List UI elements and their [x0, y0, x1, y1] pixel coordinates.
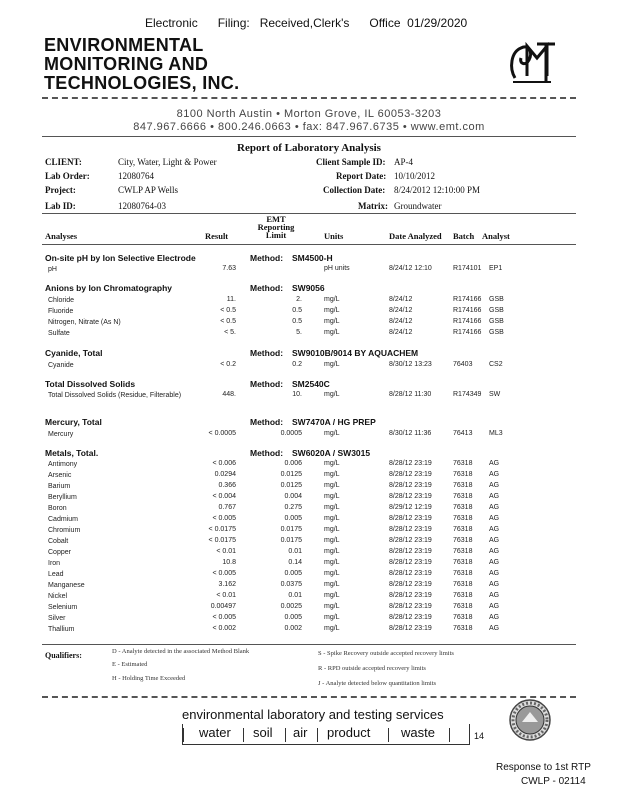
cell-reporting-limit: 10. — [292, 391, 302, 398]
section-title: Cyanide, Total — [45, 348, 103, 358]
cell-units: mg/L — [324, 361, 340, 368]
cell-analyst: GSB — [489, 296, 504, 303]
cell-batch: 76318 — [453, 460, 473, 467]
cell-analyst: AG — [489, 515, 500, 522]
cell-result: < 0.01 — [216, 548, 236, 555]
cell-analyst: AG — [489, 559, 500, 566]
lab-id-label: Lab ID: — [45, 201, 76, 211]
response-line-1: Response to 1st RTP — [496, 762, 591, 773]
col-header-analyst: Analyst — [482, 231, 510, 241]
cell-analyst: GSB — [489, 307, 504, 314]
section-title: Metals, Total. — [45, 448, 99, 458]
cell-units: mg/L — [324, 614, 340, 621]
cell-analyst: EP1 — [489, 265, 503, 272]
cell-analysis-name: Barium — [48, 483, 71, 490]
cell-analysis-name: Cadmium — [48, 516, 78, 523]
cell-analyst: SW — [489, 391, 501, 398]
cell-reporting-limit: 5. — [296, 329, 302, 336]
cell-analyst: AG — [489, 526, 500, 533]
cell-analysis-name: Mercury — [48, 431, 74, 438]
cell-result: 11. — [226, 296, 236, 303]
cell-date-analyzed: 8/28/12 23:19 — [389, 625, 432, 632]
cell-analysis-name: Total Dissolved Solids (Residue, Filterable) — [48, 392, 182, 399]
method-value: SW6020A / SW3015 — [292, 448, 371, 458]
sample-id-value: AP-4 — [394, 157, 414, 167]
cell-batch: 76318 — [453, 625, 473, 632]
footer-rule — [42, 696, 576, 698]
footer-item-product: product — [327, 725, 371, 740]
cell-result: < 0.004 — [212, 493, 236, 500]
cell-batch: R174166 — [453, 296, 482, 303]
cell-units: mg/L — [324, 471, 340, 478]
cell-batch: 76318 — [453, 504, 473, 511]
footer-separator — [285, 728, 286, 742]
cell-result: < 0.005 — [212, 614, 236, 621]
cell-analyst: AG — [489, 603, 500, 610]
cell-units: mg/L — [324, 581, 340, 588]
cell-result: < 0.01 — [216, 592, 236, 599]
footer-item-waste: waste — [401, 725, 435, 740]
response-line-2: CWLP - 02114 — [521, 776, 586, 787]
cell-result: < 0.0175 — [208, 537, 236, 544]
cell-batch: 76318 — [453, 603, 473, 610]
method-value: SW7470A / HG PREP — [292, 417, 376, 427]
section-title: On-site pH by Ion Selective Electrode — [45, 253, 196, 263]
col-header-reporting-limit — [250, 215, 302, 239]
cell-result: < 0.005 — [212, 515, 236, 522]
lab-id-value: 12080764-03 — [118, 201, 166, 211]
method-label: Method: — [250, 417, 284, 427]
table-rule — [42, 244, 576, 245]
report-date-label: Report Date: — [336, 171, 387, 181]
cell-batch: 76318 — [453, 592, 473, 599]
page-number: 14 — [474, 731, 485, 741]
footer-services — [182, 724, 470, 745]
col-header-line: Limit — [265, 230, 287, 240]
cell-units: mg/L — [324, 504, 340, 511]
cell-batch: R174166 — [453, 318, 482, 325]
cell-units: mg/L — [324, 430, 340, 437]
method-label: Method: — [250, 348, 284, 358]
footer-separator — [243, 728, 244, 742]
cell-batch: R174166 — [453, 307, 482, 314]
footer-separator — [449, 728, 450, 742]
cell-reporting-limit: 0.0175 — [280, 537, 302, 544]
method-label: Method: — [250, 379, 284, 389]
cell-result: 0.366 — [218, 482, 236, 489]
cell-batch: 76318 — [453, 515, 473, 522]
cell-units: mg/L — [324, 559, 340, 566]
company-name — [44, 36, 239, 93]
cell-units: mg/L — [324, 391, 340, 398]
cell-analyst: GSB — [489, 318, 504, 325]
cell-batch: 76318 — [453, 559, 473, 566]
cell-analysis-name: Chromium — [48, 527, 81, 534]
report-title: Report of Laboratory Analysis — [237, 142, 381, 154]
header-rule — [42, 136, 576, 137]
cell-result: 10.8 — [222, 559, 236, 566]
col-header-line: EMT — [266, 214, 286, 224]
cell-date-analyzed: 8/28/12 11:30 — [389, 391, 432, 398]
emt-logo-icon — [507, 38, 557, 88]
method-value: SW9056 — [292, 283, 325, 293]
qualifier-h: H - Holding Time Exceeded — [112, 675, 186, 682]
cell-date-analyzed: 8/30/12 11:36 — [389, 430, 432, 437]
cell-reporting-limit: 0.006 — [284, 460, 302, 467]
method-value: SM2540C — [292, 379, 330, 389]
cell-batch: R174166 — [453, 329, 482, 336]
cell-units: mg/L — [324, 515, 340, 522]
cell-result: < 0.0005 — [208, 430, 236, 437]
method-label: Method: — [250, 448, 284, 458]
header-rule — [42, 97, 576, 99]
col-header-batch: Batch — [453, 231, 475, 241]
section-title: Anions by Ion Chromatography — [45, 283, 173, 293]
cell-date-analyzed: 8/28/12 23:19 — [389, 570, 432, 577]
cell-units: mg/L — [324, 603, 340, 610]
cell-analyst: AG — [489, 471, 500, 478]
cell-analyst: AG — [489, 614, 500, 621]
cell-analyst: GSB — [489, 329, 504, 336]
cell-batch: 76318 — [453, 548, 473, 555]
cell-analysis-name: Silver — [48, 615, 66, 622]
cell-analysis-name: Nickel — [48, 593, 68, 600]
cell-analysis-name: Selenium — [48, 604, 78, 611]
cell-date-analyzed: 8/28/12 23:19 — [389, 526, 432, 533]
cell-reporting-limit: 0.2 — [292, 361, 302, 368]
col-header-analyses: Analyses — [45, 231, 78, 241]
cell-analysis-name: Fluoride — [48, 308, 74, 315]
qualifier-e: E - Estimated — [112, 661, 148, 668]
contact-line: 847.967.6666 • 800.246.0663 • fax: 847.967.6735 • www.emt.com — [133, 121, 485, 133]
cell-date-analyzed: 8/28/12 23:19 — [389, 592, 432, 599]
cell-reporting-limit: 0.002 — [284, 625, 302, 632]
col-header-result: Result — [205, 231, 229, 241]
sample-id-label: Client Sample ID: — [316, 157, 386, 167]
cell-analysis-name: Iron — [48, 560, 61, 567]
header-rule — [42, 213, 576, 214]
cell-result: < 0.0175 — [208, 526, 236, 533]
cell-batch: 76318 — [453, 482, 473, 489]
cell-units: mg/L — [324, 329, 340, 336]
footer-separator — [183, 728, 184, 742]
cell-reporting-limit: 2. — [296, 296, 302, 303]
lab-order-label: Lab Order: — [45, 171, 90, 181]
cell-analysis-name: Nitrogen, Nitrate (As N) — [48, 319, 121, 326]
cell-units: mg/L — [324, 548, 340, 555]
cell-units: mg/L — [324, 460, 340, 467]
cell-analysis-name: Thallium — [48, 626, 75, 633]
col-header-units: Units — [324, 231, 344, 241]
cell-analysis-name: Cobalt — [48, 538, 69, 545]
footer-separator — [317, 728, 318, 742]
accreditation-seal-icon — [508, 698, 552, 742]
client-value: City, Water, Light & Power — [118, 157, 217, 167]
cell-units: mg/L — [324, 318, 340, 325]
company-name-line: TECHNOLOGIES, INC. — [44, 73, 240, 93]
cell-reporting-limit: 0.5 — [292, 307, 302, 314]
cell-result: 448. — [222, 391, 236, 398]
qualifier-r: R - RPD outside accepted recovery limits — [318, 665, 426, 672]
cell-analysis-name: Manganese — [48, 582, 85, 589]
cell-result: < 0.006 — [212, 460, 236, 467]
cell-batch: R174349 — [453, 391, 482, 398]
qualifier-j: J - Analyte detected below quantitation limits — [318, 680, 437, 687]
cell-units: mg/L — [324, 625, 340, 632]
cell-reporting-limit: 0.005 — [284, 570, 302, 577]
cell-analysis-name: Boron — [48, 505, 67, 512]
cell-analysis-name: Chloride — [48, 297, 75, 304]
matrix-value: Groundwater — [394, 201, 442, 211]
cell-units: mg/L — [324, 296, 340, 303]
cell-reporting-limit: 0.005 — [284, 515, 302, 522]
cell-batch: 76318 — [453, 537, 473, 544]
cell-analyst: AG — [489, 504, 500, 511]
project-value: CWLP AP Wells — [118, 185, 178, 195]
cell-result: < 0.5 — [220, 318, 236, 325]
cell-date-analyzed: 8/28/12 23:19 — [389, 603, 432, 610]
lab-order-value: 12080764 — [118, 171, 154, 181]
cell-reporting-limit: 0.0005 — [280, 430, 302, 437]
cell-batch: 76318 — [453, 526, 473, 533]
report-date-value: 10/10/2012 — [394, 171, 436, 181]
cell-analysis-name: Copper — [48, 549, 71, 556]
cell-date-analyzed: 8/28/12 23:19 — [389, 460, 432, 467]
cell-batch: 76318 — [453, 614, 473, 621]
cell-analyst: AG — [489, 460, 500, 467]
cell-units: mg/L — [324, 493, 340, 500]
cell-analyst: CS2 — [489, 361, 503, 368]
cell-units: mg/L — [324, 526, 340, 533]
cell-date-analyzed: 8/29/12 12:19 — [389, 504, 432, 511]
cell-analyst: AG — [489, 570, 500, 577]
cell-date-analyzed: 8/24/12 — [389, 307, 413, 314]
cell-result: 0.0294 — [214, 471, 236, 478]
cell-date-analyzed: 8/28/12 23:19 — [389, 471, 432, 478]
cell-date-analyzed: 8/28/12 23:19 — [389, 614, 432, 621]
col-header-line: Reporting — [257, 222, 295, 232]
footer-item-air: air — [293, 725, 308, 740]
cell-result: < 0.005 — [212, 570, 236, 577]
cell-batch: R174101 — [453, 265, 482, 272]
footer-separator — [388, 728, 389, 742]
cell-reporting-limit: 0.0125 — [280, 471, 302, 478]
cell-date-analyzed: 8/28/12 23:19 — [389, 548, 432, 555]
qualifiers-label: Qualifiers: — [45, 651, 82, 660]
cell-units: mg/L — [324, 570, 340, 577]
cell-reporting-limit: 0.005 — [284, 614, 302, 621]
cell-reporting-limit: 0.0375 — [280, 581, 302, 588]
method-label: Method: — [250, 253, 284, 263]
cell-units: mg/L — [324, 537, 340, 544]
cell-date-analyzed: 8/28/12 23:19 — [389, 493, 432, 500]
cell-result: < 5. — [224, 329, 236, 336]
cell-analyst: AG — [489, 548, 500, 555]
method-label: Method: — [250, 283, 284, 293]
matrix-label: Matrix: — [358, 201, 388, 211]
cell-units: mg/L — [324, 307, 340, 314]
cell-batch: 76318 — [453, 570, 473, 577]
company-name-line: ENVIRONMENTAL — [44, 35, 204, 55]
cell-units: mg/L — [324, 592, 340, 599]
cell-reporting-limit: 0.275 — [284, 504, 302, 511]
cell-date-analyzed: 8/24/12 — [389, 296, 413, 303]
section-title: Total Dissolved Solids — [45, 379, 136, 389]
table-rule — [42, 644, 576, 645]
project-label: Project: — [45, 185, 76, 195]
col-header-date: Date Analyzed — [389, 231, 442, 241]
method-value: SM4500-H — [292, 253, 333, 263]
cell-result: 0.767 — [218, 504, 236, 511]
cell-units: pH units — [324, 265, 350, 272]
cell-date-analyzed: 8/24/12 12:10 — [389, 265, 432, 272]
qualifier-s: S - Spike Recovery outside accepted recovery limits — [318, 650, 454, 657]
cell-reporting-limit: 0.01 — [288, 592, 302, 599]
cell-analysis-name: Beryllium — [48, 494, 77, 501]
cell-analyst: AG — [489, 537, 500, 544]
cell-reporting-limit: 0.004 — [284, 493, 302, 500]
cell-reporting-limit: 0.0175 — [280, 526, 302, 533]
qualifier-d: D - Analyte detected in the associated Method Blank — [112, 648, 250, 655]
cell-result: 3.162 — [218, 581, 236, 588]
footer-tagline: environmental laboratory and testing services — [182, 707, 444, 722]
cell-date-analyzed: 8/24/12 — [389, 318, 413, 325]
cell-analysis-name: Lead — [48, 571, 64, 578]
footer-item-soil: soil — [253, 725, 273, 740]
cell-batch: 76413 — [453, 430, 473, 437]
cell-reporting-limit: 0.14 — [288, 559, 302, 566]
cell-reporting-limit: 0.01 — [288, 548, 302, 555]
cell-analyst: AG — [489, 482, 500, 489]
cell-result: < 0.002 — [212, 625, 236, 632]
cell-date-analyzed: 8/28/12 23:19 — [389, 482, 432, 489]
cell-batch: 76403 — [453, 361, 473, 368]
cell-analyst: AG — [489, 592, 500, 599]
company-name-line: MONITORING AND — [44, 54, 209, 74]
cell-batch: 76318 — [453, 581, 473, 588]
collection-date-value: 8/24/2012 12:10:00 PM — [394, 185, 481, 195]
cell-reporting-limit: 0.0125 — [280, 482, 302, 489]
cell-analyst: AG — [489, 493, 500, 500]
cell-date-analyzed: 8/24/12 — [389, 329, 413, 336]
cell-result: < 0.2 — [220, 361, 236, 368]
cell-result: < 0.5 — [220, 307, 236, 314]
cell-analysis-name: Arsenic — [48, 472, 72, 479]
cell-analyst: AG — [489, 625, 500, 632]
cell-batch: 76318 — [453, 493, 473, 500]
cell-date-analyzed: 8/30/12 13:23 — [389, 361, 432, 368]
cell-analysis-name: Sulfate — [48, 330, 70, 337]
cell-date-analyzed: 8/28/12 23:19 — [389, 515, 432, 522]
filing-stamp: Electronic Filing: Received,Clerk's Office 01/29/2020 — [145, 16, 468, 30]
cell-analyst: AG — [489, 581, 500, 588]
collection-date-label: Collection Date: — [323, 185, 386, 195]
cell-date-analyzed: 8/28/12 23:19 — [389, 559, 432, 566]
cell-date-analyzed: 8/28/12 23:19 — [389, 537, 432, 544]
address: 8100 North Austin • Morton Grove, IL 60053-3203 — [176, 108, 442, 120]
cell-analyst: ML3 — [489, 430, 503, 437]
cell-units: mg/L — [324, 482, 340, 489]
method-value: SW9010B/9014 BY AQUACHEM — [292, 348, 419, 358]
section-title: Mercury, Total — [45, 417, 102, 427]
cell-analysis-name: pH — [48, 266, 57, 273]
cell-date-analyzed: 8/28/12 23:19 — [389, 581, 432, 588]
cell-reporting-limit: 0.0025 — [280, 603, 302, 610]
cell-batch: 76318 — [453, 471, 473, 478]
cell-result: 7.63 — [222, 265, 236, 272]
cell-reporting-limit: 0.5 — [292, 318, 302, 325]
client-label: CLIENT: — [45, 157, 82, 167]
footer-item-water: water — [199, 725, 231, 740]
cell-analysis-name: Antimony — [48, 461, 78, 468]
cell-result: 0.00497 — [210, 603, 236, 610]
cell-analysis-name: Cyanide — [48, 362, 74, 369]
